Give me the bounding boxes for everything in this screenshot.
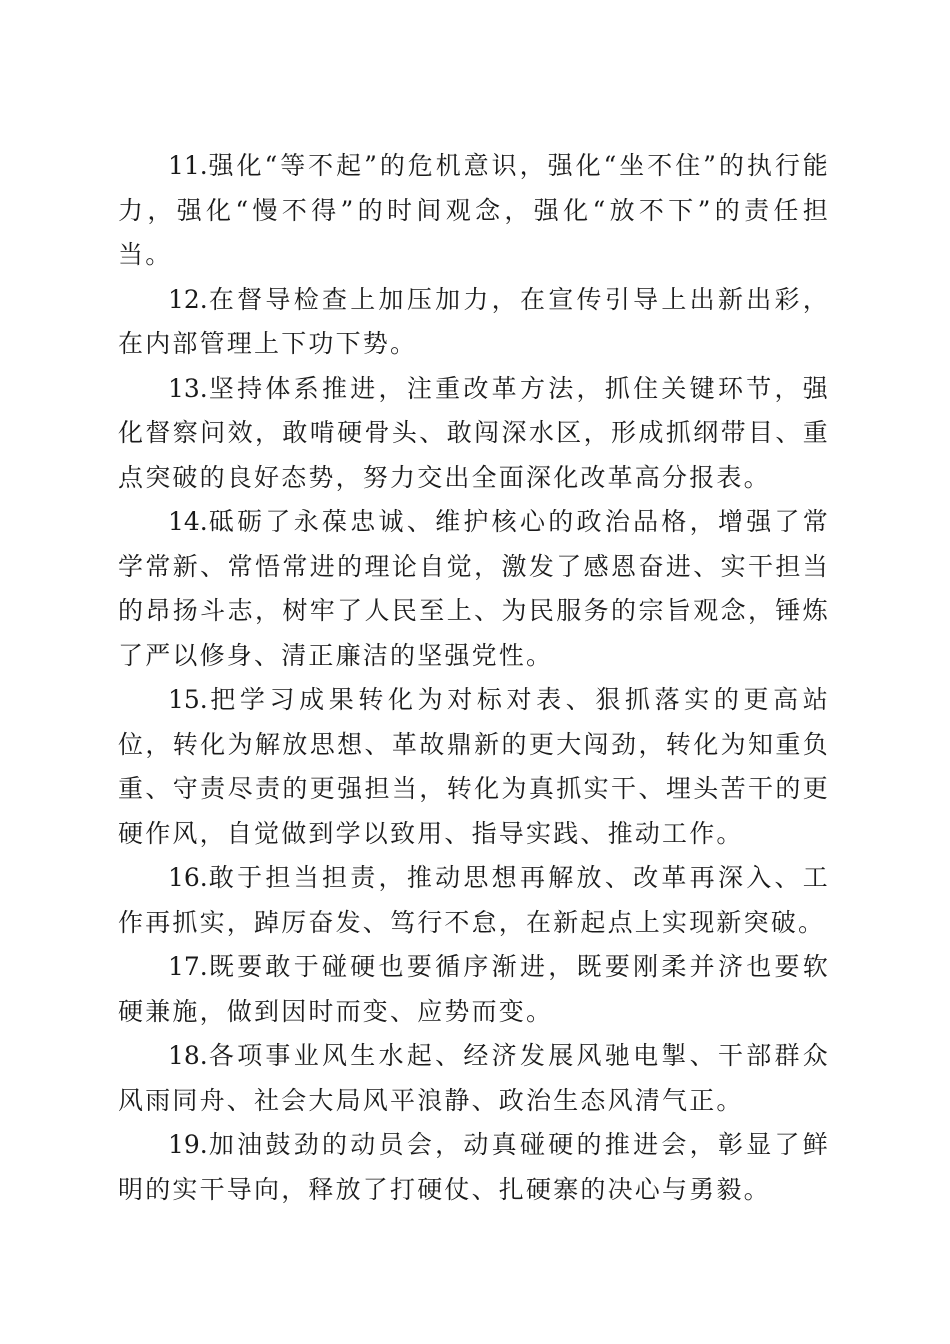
paragraph-text: 各项事业风生水起、经济发展风驰电掣、干部群众风雨同舟、社会大局风平浪静、政治生态风清气正。 (118, 1041, 830, 1115)
paragraph-number: 15. (168, 685, 208, 714)
paragraph-15 (118, 678, 830, 856)
paragraph-text: 坚持体系推进，注重改革方法，抓住关键环节，强化督察问效，敢啃硬骨头、敢闯深水区，形成抓纲带目、重点突破的良好态势，努力交出全面深化改革高分报表。 (118, 373, 830, 492)
paragraph-17 (118, 945, 830, 1034)
document-body (118, 144, 830, 1212)
paragraph-11 (118, 144, 830, 278)
paragraph-text: 加油鼓劲的动员会，动真碰硬的推进会，彰显了鲜明的实干导向，释放了打硬仗、扎硬寨的决心与勇毅。 (118, 1130, 830, 1204)
paragraph-number: 19. (168, 1130, 208, 1159)
paragraph-13 (118, 367, 830, 501)
paragraph-number: 11. (168, 151, 208, 180)
paragraph-text: 在督导检查上加压加力，在宣传引导上出新出彩，在内部管理上下功下势。 (118, 284, 830, 358)
paragraph-number: 17. (168, 952, 208, 981)
paragraph-text: 强化“等不起”的危机意识，强化“坐不住”的执行能力，强化“慢不得”的时间观念，强化“放不下”的责任担当。 (118, 151, 830, 269)
paragraph-number: 12. (168, 284, 208, 314)
paragraph-19 (118, 1123, 830, 1212)
paragraph-number: 14. (168, 507, 208, 536)
paragraph-number: 16. (168, 863, 208, 892)
paragraph-text: 砥砺了永葆忠诚、维护核心的政治品格，增强了常学常新、常悟常进的理论自觉，激发了感恩奋进、实干担当的昂扬斗志，树牢了人民至上、为民服务的宗旨观念，锤炼了严以修身、清正廉洁的坚强党性。 (118, 507, 830, 670)
paragraph-14 (118, 500, 830, 678)
paragraph-text: 既要敢于碰硬也要循序渐进，既要刚柔并济也要软硬兼施，做到因时而变、应势而变。 (118, 952, 830, 1026)
paragraph-number: 18. (168, 1041, 208, 1070)
paragraph-12 (118, 278, 830, 367)
paragraph-text: 敢于担当担责，推动思想再解放、改革再深入、工作再抓实，踔厉奋发、笃行不怠，在新起点上实现新突破。 (118, 863, 830, 937)
paragraph-18 (118, 1034, 830, 1123)
paragraph-text: 把学习成果转化为对标对表、狠抓落实的更高站位，转化为解放思想、革故鼎新的更大闯劲，转化为知重负重、守责尽责的更强担当，转化为真抓实干、埋头苦干的更硬作风，自觉做到学以致用、指导实践、推动工作。 (118, 685, 830, 848)
paragraph-number: 13. (168, 373, 208, 403)
paragraph-16 (118, 856, 830, 945)
